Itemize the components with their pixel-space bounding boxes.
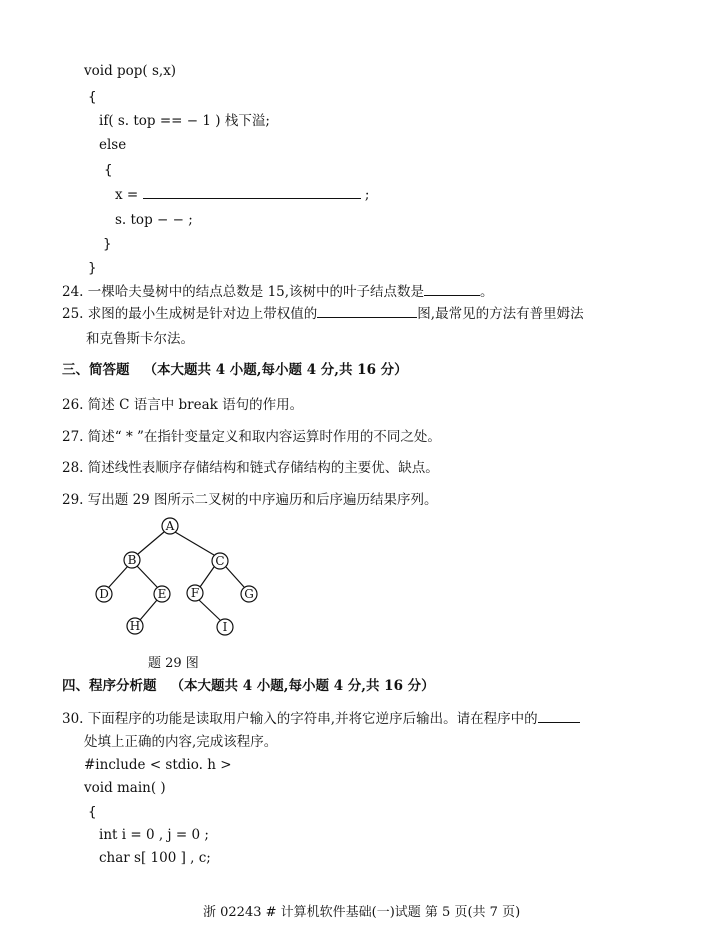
node-label: D bbox=[99, 587, 109, 601]
node-label: E bbox=[157, 587, 167, 601]
question-text: 简述线性表顺序存储结构和链式存储结构的主要优、缺点。 bbox=[87, 460, 439, 476]
question-number: 27. bbox=[62, 429, 84, 445]
question-text: 简述“ * ”在指针变量定义和取内容运算时作用的不同之处。 bbox=[87, 429, 441, 445]
page-footer: 浙 02243 # 计算机软件基础(一)试题 第 5 页(共 7 页) bbox=[203, 905, 521, 920]
code-brace: } bbox=[88, 260, 97, 276]
figure-caption: 题 29 图 bbox=[148, 656, 199, 671]
code-line: void main( ) bbox=[84, 780, 166, 796]
question-28 bbox=[62, 459, 439, 477]
section-title: 三、简答题 bbox=[62, 362, 130, 378]
edge-c-g bbox=[226, 567, 244, 587]
question-24 bbox=[62, 283, 494, 301]
code-brace: { bbox=[104, 162, 113, 178]
section-heading bbox=[62, 677, 435, 695]
question-number: 29. bbox=[62, 492, 84, 508]
question-29 bbox=[62, 491, 438, 509]
fill-blank[interactable] bbox=[317, 305, 417, 318]
question-number: 28. bbox=[62, 460, 84, 476]
binary-tree-diagram bbox=[90, 516, 280, 644]
code-text: ; bbox=[364, 187, 370, 203]
node-label: G bbox=[244, 587, 254, 601]
edge-c-f bbox=[200, 567, 214, 587]
code-text: x = bbox=[115, 187, 139, 203]
code-line bbox=[115, 186, 369, 204]
code-line: #include < stdio. h > bbox=[84, 757, 232, 773]
question-text: 一棵哈夫曼树中的结点总数是 15,该树中的叶子结点数是 bbox=[87, 284, 425, 300]
question-text: 写出题 29 图所示二叉树的中序遍历和后序遍历结果序列。 bbox=[87, 492, 438, 508]
fill-blank[interactable] bbox=[143, 186, 361, 199]
question-30 bbox=[62, 710, 580, 728]
edge-a-c bbox=[175, 532, 214, 555]
question-number: 25. bbox=[62, 306, 84, 322]
question-26 bbox=[62, 396, 303, 414]
code-line: char s[ 100 ] , c; bbox=[99, 850, 211, 866]
question-number: 26. bbox=[62, 397, 84, 413]
fill-blank[interactable] bbox=[424, 283, 480, 296]
question-number: 24. bbox=[62, 284, 84, 300]
edge-a-b bbox=[138, 532, 164, 554]
question-text: 简述 C 语言中 break 语句的作用。 bbox=[87, 397, 304, 413]
edge-e-h bbox=[140, 600, 157, 620]
question-text: 和克鲁斯卡尔法。 bbox=[86, 331, 194, 347]
node-label: B bbox=[127, 553, 137, 567]
code-line: if( s. top == − 1 ) 栈下溢; bbox=[99, 113, 270, 129]
question-text: 图,最常见的方法有普里姆法 bbox=[417, 306, 584, 322]
code-line: s. top − − ; bbox=[115, 212, 193, 228]
node-label: I bbox=[222, 620, 228, 634]
section-heading bbox=[62, 361, 408, 379]
edge-f-i bbox=[199, 600, 220, 620]
question-text: 求图的最小生成树是针对边上带权值的 bbox=[87, 306, 318, 322]
code-brace: { bbox=[88, 89, 97, 105]
node-label: F bbox=[190, 586, 200, 600]
question-number: 30. bbox=[62, 711, 84, 727]
question-27 bbox=[62, 428, 441, 446]
fill-blank[interactable] bbox=[538, 710, 580, 723]
section-note: （本大题共 4 小题,每小题 4 分,共 16 分） bbox=[170, 678, 435, 694]
code-line: int i = 0 , j = 0 ; bbox=[99, 827, 209, 843]
node-label: H bbox=[129, 619, 141, 633]
question-text: 。 bbox=[480, 284, 494, 300]
question-25 bbox=[62, 305, 584, 323]
code-brace: { bbox=[88, 804, 97, 820]
code-brace: } bbox=[103, 236, 112, 252]
node-label: A bbox=[165, 519, 175, 533]
question-text: 处填上正确的内容,完成该程序。 bbox=[84, 734, 278, 750]
node-label: C bbox=[215, 554, 225, 568]
question-text: 下面程序的功能是读取用户输入的字符串,并将它逆序后输出。请在程序中的 bbox=[87, 711, 538, 727]
code-line: else bbox=[99, 137, 127, 153]
edge-b-e bbox=[137, 566, 157, 587]
section-title: 四、程序分析题 bbox=[62, 678, 157, 694]
section-note: （本大题共 4 小题,每小题 4 分,共 16 分） bbox=[143, 362, 408, 378]
edge-b-d bbox=[109, 566, 128, 587]
code-line: void pop( s,x) bbox=[84, 63, 177, 79]
